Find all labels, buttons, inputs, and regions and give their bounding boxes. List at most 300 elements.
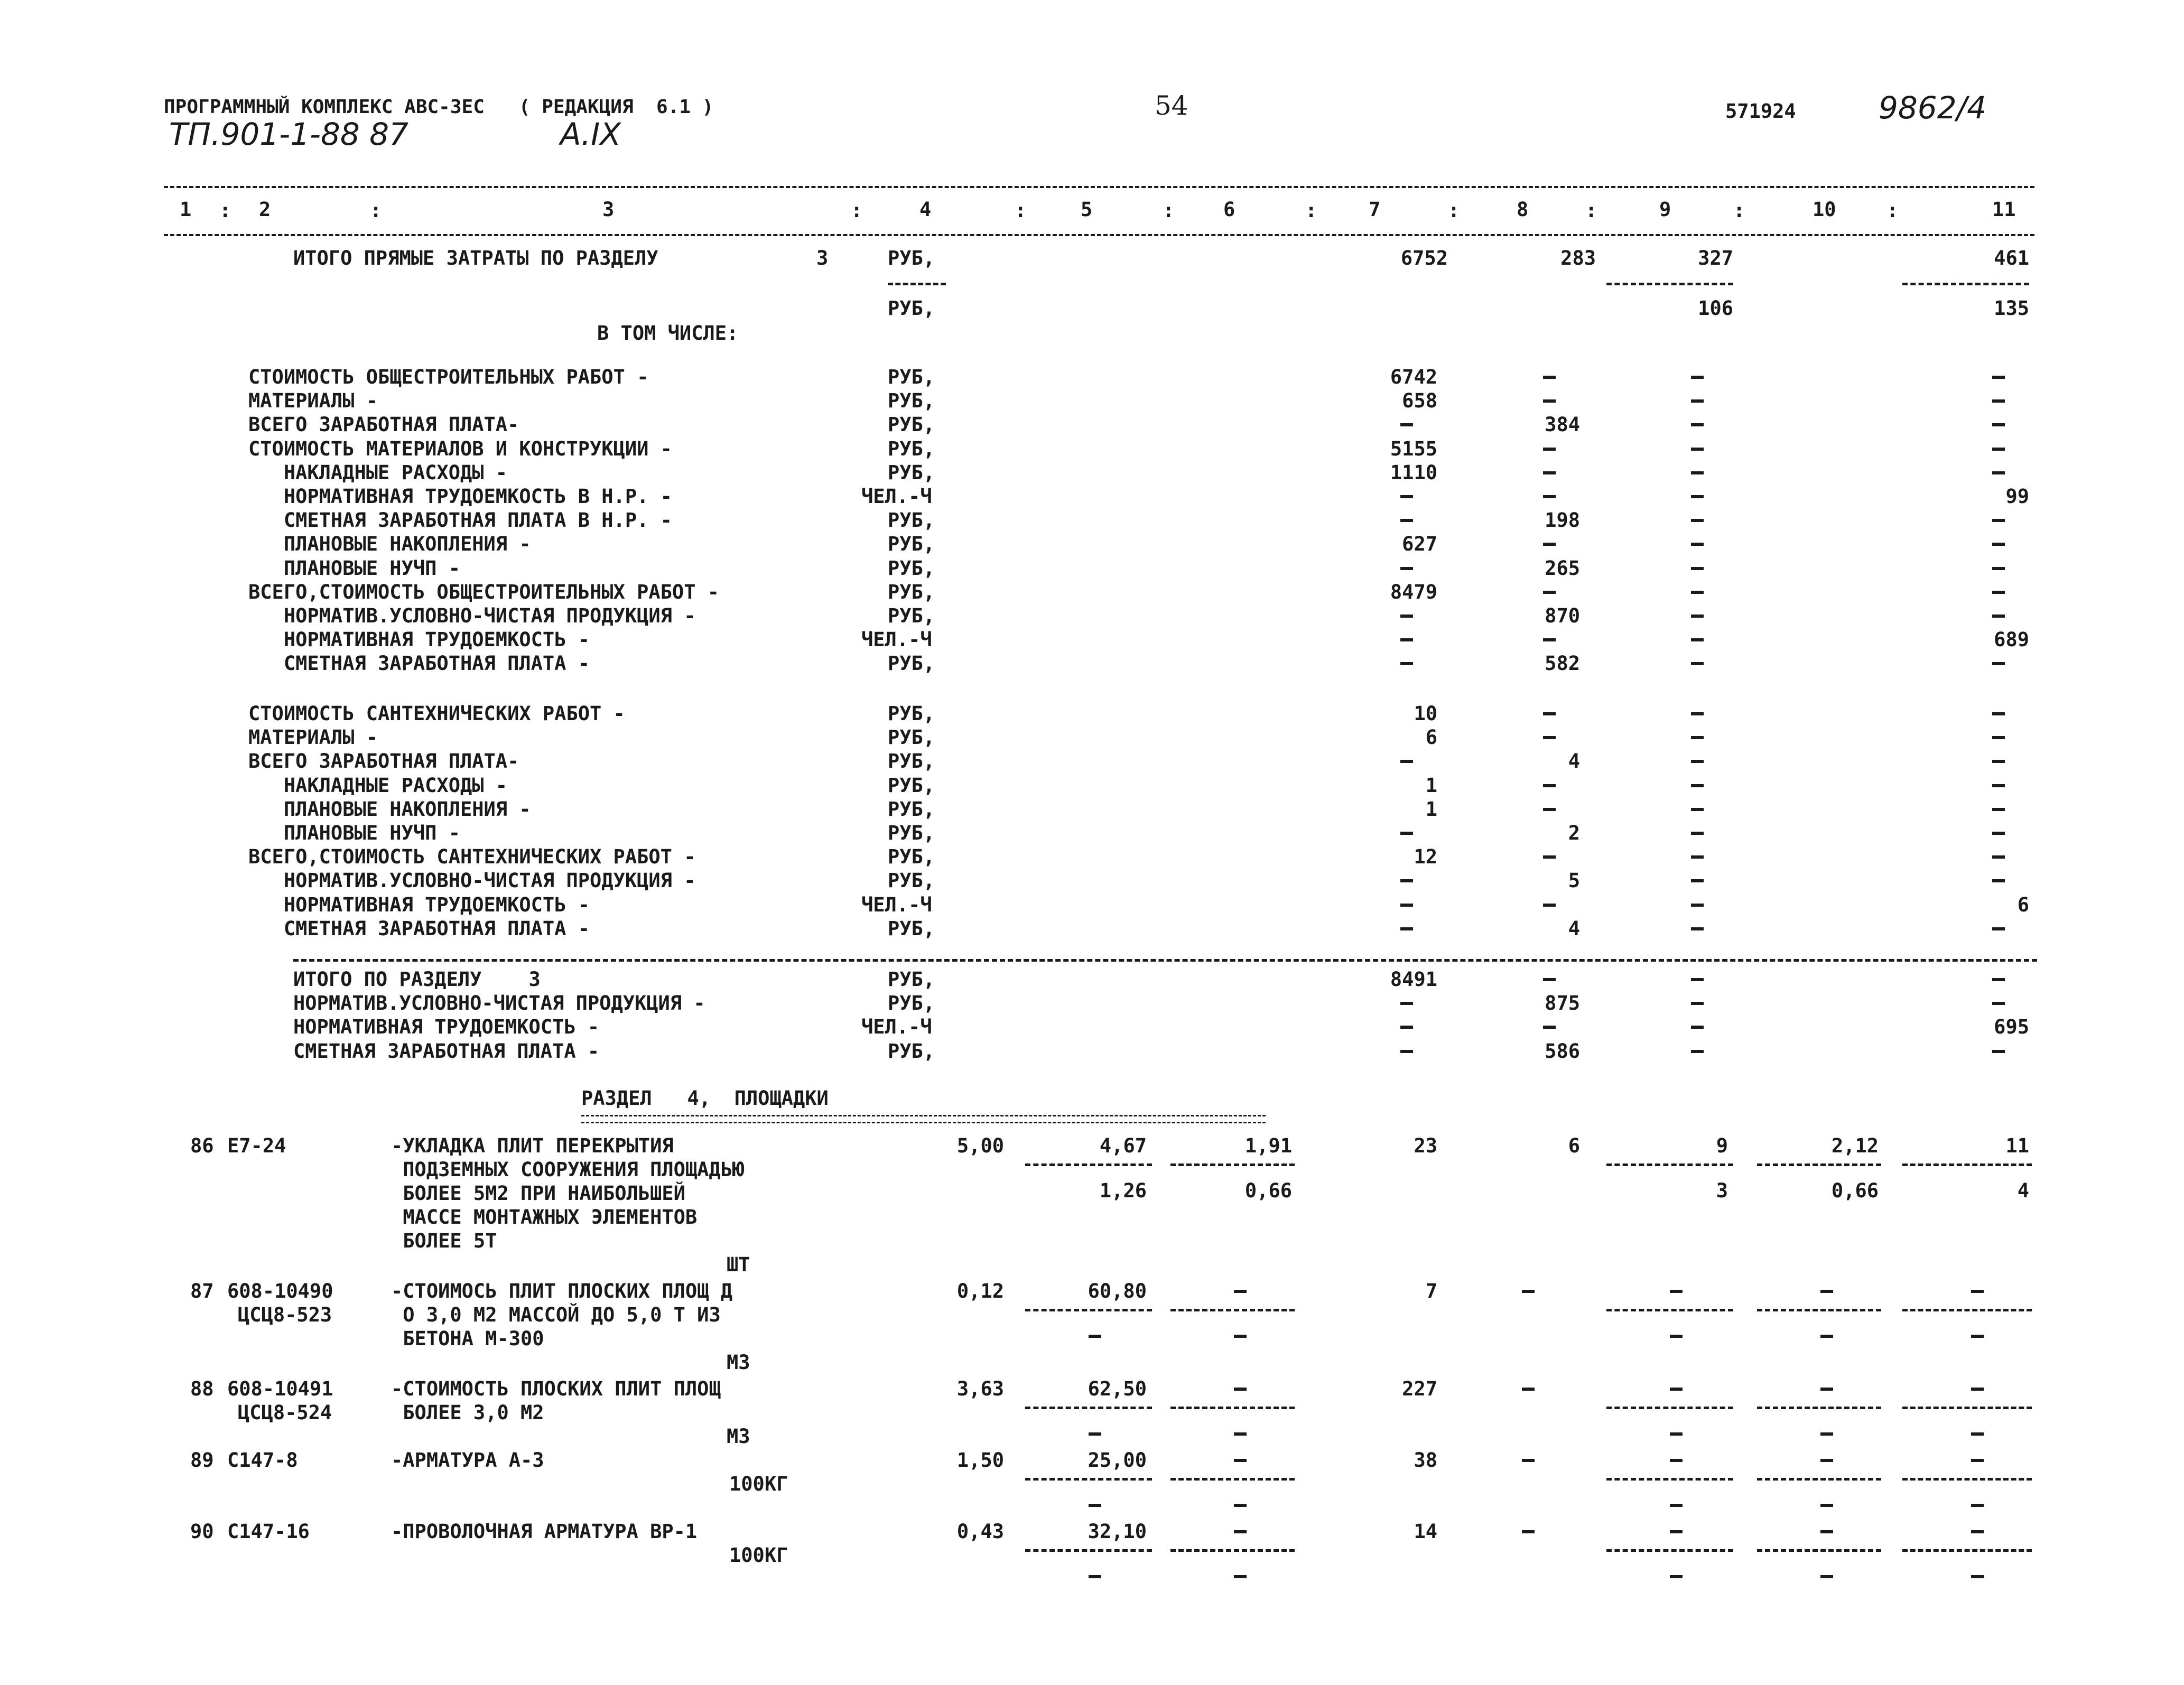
item-c6b-dash	[1234, 1575, 1247, 1578]
plumbing-row-unit: РУБ,	[888, 774, 935, 797]
general-row-c7: 1110	[1390, 461, 1437, 484]
column-header-5: 5	[1081, 198, 1093, 221]
item-c4: 0,43	[956, 1520, 1004, 1543]
item-c6b-dash	[1234, 1504, 1247, 1507]
section-total-row-label: ИТОГО ПО РАЗДЕЛУ 3	[293, 968, 541, 991]
item-code: Е7-24	[227, 1134, 286, 1157]
general-row-unit: ЧЕЛ.-Ч	[861, 628, 932, 651]
plumbing-row-c11-dash	[1992, 808, 2005, 811]
item-code-secondary: ЦСЦ8-523	[238, 1304, 332, 1326]
item-number: 87	[190, 1280, 214, 1302]
plumbing-row-c9-dash	[1691, 712, 1704, 715]
plumbing-row-unit: РУБ,	[888, 726, 935, 749]
total-c11-second: 135	[1994, 297, 2029, 320]
section-total-row-c11-dash	[1992, 1002, 2005, 1005]
general-row-c9-dash	[1691, 519, 1704, 522]
item-c11b-dash	[1971, 1335, 1984, 1338]
in-that-number-heading: В ТОМ ЧИСЛЕ:	[597, 322, 739, 345]
plumbing-row-unit: РУБ,	[888, 869, 935, 892]
general-row-c7: 6742	[1390, 366, 1437, 388]
general-row-c8: 582	[1545, 652, 1580, 675]
column-header-1: 1	[180, 198, 192, 221]
general-row-c9-dash	[1691, 471, 1704, 474]
column-header-11: 11	[1992, 198, 2016, 221]
column-separator: :	[370, 199, 382, 222]
general-row-label: СМЕТНАЯ ЗАРАБОТНАЯ ПЛАТА В Н.Р. -	[248, 509, 672, 532]
total-c11-rule	[1902, 283, 2029, 285]
item-code: 608-10490	[227, 1280, 333, 1302]
item-c7: 227	[1402, 1377, 1437, 1400]
item-c5b-dash	[1089, 1335, 1101, 1338]
column-separator: :	[1886, 199, 1899, 222]
plumbing-row-c11: 6	[2017, 893, 2029, 916]
item-number: 90	[190, 1520, 214, 1543]
general-row-c11-dash	[1992, 471, 2005, 474]
item-c11-rule	[1902, 1478, 2032, 1481]
item-c7: 38	[1414, 1449, 1437, 1472]
item-c9-rule	[1606, 1309, 1733, 1311]
general-row-label: ВСЕГО ЗАРАБОТНАЯ ПЛАТА-	[248, 413, 519, 436]
column-header-3: 3	[602, 198, 615, 221]
plumbing-row-c8: 2	[1568, 822, 1580, 844]
general-row-c7-dash	[1400, 638, 1413, 641]
plumbing-row-c8-dash	[1543, 808, 1556, 811]
plumbing-row-unit: ЧЕЛ.-Ч	[861, 893, 932, 916]
plumbing-row-unit: РУБ,	[888, 702, 935, 725]
item-c4: 0,12	[956, 1280, 1004, 1302]
item-c10-dash	[1820, 1459, 1833, 1462]
general-row-label: СТОИМОСТЬ ОБЩЕСТРОИТЕЛЬНЫХ РАБОТ -	[248, 366, 649, 388]
section-total-row-unit: РУБ,	[888, 992, 935, 1015]
item-c5-rule	[1025, 1163, 1152, 1166]
item-c9b-dash	[1670, 1432, 1683, 1436]
general-row-c11-dash	[1992, 448, 2005, 451]
general-row-c7-dash	[1400, 662, 1413, 665]
item-c4: 5,00	[956, 1134, 1004, 1157]
general-row-c9-dash	[1691, 423, 1704, 426]
general-row-c11-dash	[1992, 399, 2005, 403]
item-c11b: 4	[2017, 1179, 2029, 1202]
section-total-row-c7-dash	[1400, 1050, 1413, 1053]
plumbing-row-label: СМЕТНАЯ ЗАРАБОТНАЯ ПЛАТА -	[248, 917, 590, 940]
general-row-c8: 265	[1545, 556, 1580, 580]
item-c5: 4,67	[1099, 1134, 1147, 1157]
total-section-number: 3	[816, 247, 829, 269]
general-row-c7: 627	[1402, 533, 1437, 556]
general-row-c9-dash	[1691, 448, 1704, 451]
plumbing-row-c8-dash	[1543, 855, 1556, 859]
general-row-c11-dash	[1992, 591, 2005, 594]
plumbing-row-label: ВСЕГО,СТОИМОСТЬ САНТЕХНИЧЕСКИХ РАБОТ -	[248, 845, 696, 869]
plumbing-row-c11-dash	[1992, 855, 2005, 859]
item-c10-dash	[1820, 1290, 1833, 1293]
section-total-row-label: НОРМАТИВНАЯ ТРУДОЕМКОСТЬ -	[293, 1016, 600, 1039]
section-total-row-c9-dash	[1691, 1026, 1704, 1029]
item-c9-rule	[1606, 1549, 1733, 1552]
general-row-c7: 658	[1402, 389, 1437, 413]
plumbing-row-label: НАКЛАДНЫЕ РАСХОДЫ -	[248, 774, 508, 797]
general-row-c7-dash	[1400, 567, 1413, 570]
total-c9-second: 106	[1698, 297, 1733, 320]
item-c6-dash	[1234, 1530, 1247, 1533]
plumbing-row-c11-dash	[1992, 879, 2005, 882]
general-row-c8: 870	[1545, 604, 1580, 627]
item-c5-rule	[1025, 1478, 1152, 1481]
general-row-c9-dash	[1691, 567, 1704, 570]
column-separator: :	[1163, 199, 1175, 222]
plumbing-row-c8: 4	[1568, 917, 1580, 940]
section-4-title-underline	[581, 1115, 1266, 1123]
general-row-c9-dash	[1691, 495, 1704, 498]
general-row-c11-dash	[1992, 543, 2005, 546]
item-c11-dash	[1971, 1530, 1984, 1533]
general-row-c11-dash	[1992, 662, 2005, 665]
column-header-9: 9	[1659, 198, 1671, 221]
plumbing-row-unit: РУБ,	[888, 917, 935, 940]
plumbing-row-c11-dash	[1992, 736, 2005, 739]
plumbing-row-c11-dash	[1992, 784, 2005, 787]
item-c6b: 0,66	[1244, 1179, 1292, 1202]
section-total-row-label: НОРМАТИВ.УСЛОВНО-ЧИСТАЯ ПРОДУКЦИЯ -	[293, 992, 705, 1015]
plumbing-row-unit: РУБ,	[888, 797, 935, 821]
section-4-title: РАЗДЕЛ 4, ПЛОЩАДКИ	[581, 1087, 829, 1110]
general-row-c7: 5155	[1390, 437, 1437, 460]
item-c8-dash	[1522, 1530, 1535, 1533]
item-code: С147-8	[227, 1449, 298, 1472]
item-c5b-dash	[1089, 1504, 1101, 1507]
plumbing-row-c9-dash	[1691, 904, 1704, 907]
plumbing-row-c8-dash	[1543, 904, 1556, 907]
item-c6-rule	[1170, 1309, 1295, 1311]
item-c11-dash	[1971, 1290, 1984, 1293]
total-c11: 461	[1994, 247, 2029, 269]
plumbing-row-unit: РУБ,	[888, 845, 935, 869]
handwritten-album: А.IX	[560, 116, 621, 152]
item-c9b-dash	[1670, 1575, 1683, 1578]
plumbing-row-c9-dash	[1691, 736, 1704, 739]
item-c9-rule	[1606, 1163, 1733, 1166]
general-row-c8-dash	[1543, 448, 1556, 451]
item-c9b-dash	[1670, 1504, 1683, 1507]
program-header: ПРОГРАММНЫЙ КОМПЛЕКС АВС-ЗЕС ( РЕДАКЦИЯ 6.1 )	[164, 96, 714, 118]
column-header-7: 7	[1369, 198, 1381, 221]
general-row-c8-dash	[1543, 543, 1556, 546]
general-row-c8-dash	[1543, 638, 1556, 641]
plumbing-row-c7-dash	[1400, 760, 1413, 763]
item-c10-rule	[1757, 1163, 1881, 1166]
plumbing-row-c8-dash	[1543, 736, 1556, 739]
item-code-secondary: ЦСЦ8-524	[238, 1401, 332, 1424]
general-row-unit: РУБ,	[888, 461, 935, 484]
item-c6b-dash	[1234, 1432, 1247, 1436]
doc-code: 571924	[1725, 100, 1796, 123]
item-c10: 2,12	[1831, 1134, 1879, 1157]
general-row-c7-dash	[1400, 615, 1413, 618]
plumbing-row-c7-dash	[1400, 879, 1413, 882]
plumbing-row-c11-dash	[1992, 712, 2005, 715]
column-separator: :	[219, 199, 231, 222]
plumbing-row-c11-dash	[1992, 832, 2005, 835]
item-c9-rule	[1606, 1407, 1733, 1409]
plumbing-row-c7-dash	[1400, 832, 1413, 835]
section-total-row-label: СМЕТНАЯ ЗАРАБОТНАЯ ПЛАТА -	[293, 1039, 600, 1063]
general-row-label: ПЛАНОВЫЕ НУЧП -	[248, 556, 460, 580]
plumbing-row-c7-dash	[1400, 927, 1413, 930]
total-unit: РУБ,	[888, 247, 935, 269]
general-row-c8-dash	[1543, 591, 1556, 594]
page-number: 54	[1155, 90, 1188, 121]
general-row-unit: РУБ,	[888, 413, 935, 436]
section-total-row-c8-dash	[1543, 978, 1556, 981]
section-total-row-c9-dash	[1691, 978, 1704, 981]
item-c5-rule	[1025, 1549, 1152, 1552]
handwritten-project-number: ТП.901-1-88 87	[169, 116, 408, 152]
item-c6-rule	[1170, 1549, 1295, 1552]
section-total-row-unit: ЧЕЛ.-Ч	[861, 1016, 932, 1039]
item-c7: 7	[1425, 1280, 1437, 1302]
item-code: 608-10491	[227, 1377, 333, 1400]
item-c6-dash	[1234, 1290, 1247, 1293]
section-total-row-c11-dash	[1992, 1050, 2005, 1053]
total-unit-rule	[888, 283, 946, 285]
item-c11-dash	[1971, 1459, 1984, 1462]
column-separator: :	[1733, 199, 1745, 222]
total-c8: 283	[1560, 247, 1596, 269]
section-total-row-c8-dash	[1543, 1026, 1556, 1029]
item-c8: 6	[1568, 1134, 1580, 1157]
general-row-c8-dash	[1543, 399, 1556, 403]
item-c5-rule	[1025, 1407, 1152, 1409]
item-c7: 14	[1414, 1520, 1437, 1543]
plumbing-row-c8: 4	[1568, 750, 1580, 773]
item-c4: 3,63	[956, 1377, 1004, 1400]
item-c10b-dash	[1820, 1504, 1833, 1507]
total-unit-second: РУБ,	[888, 297, 935, 320]
general-row-c7-dash	[1400, 519, 1413, 522]
general-row-c9-dash	[1691, 662, 1704, 665]
item-description-line: -СТОИМОСЬ ПЛИТ ПЛОСКИХ ПЛОЩ Д	[391, 1280, 733, 1302]
plumbing-row-label: НОРМАТИВ.УСЛОВНО-ЧИСТАЯ ПРОДУКЦИЯ -	[248, 869, 696, 892]
general-row-c9-dash	[1691, 376, 1704, 379]
item-number: 86	[190, 1134, 214, 1157]
general-row-label: НОРМАТИВНАЯ ТРУДОЕМКОСТЬ В Н.Р. -	[248, 485, 672, 508]
item-description-line: -УКЛАДКА ПЛИТ ПЕРЕКРЫТИЯ	[391, 1134, 674, 1157]
item-c6: 1,91	[1244, 1134, 1292, 1157]
section-total-row-c7-dash	[1400, 1002, 1413, 1005]
item-description-line: БЕТОНА М-300	[391, 1327, 544, 1350]
item-c11-dash	[1971, 1388, 1984, 1391]
item-description-line: -СТОИМОСТЬ ПЛОСКИХ ПЛИТ ПЛОЩ	[391, 1377, 721, 1400]
plumbing-row-label: ПЛАНОВЫЕ НАКОПЛЕНИЯ -	[248, 797, 531, 821]
item-c11-rule	[1902, 1309, 2032, 1311]
general-row-c8-dash	[1543, 471, 1556, 474]
item-c11b-dash	[1971, 1575, 1984, 1578]
item-c9b: 3	[1716, 1179, 1728, 1202]
plumbing-row-label: НОРМАТИВНАЯ ТРУДОЕМКОСТЬ -	[248, 893, 590, 916]
plumbing-row-c7: 10	[1414, 702, 1437, 725]
plumbing-row-c9-dash	[1691, 879, 1704, 882]
item-c11-rule	[1902, 1163, 2032, 1166]
plumbing-row-c7: 12	[1414, 845, 1437, 869]
general-row-unit: РУБ,	[888, 389, 935, 413]
plumbing-row-label: СТОИМОСТЬ САНТЕХНИЧЕСКИХ РАБОТ -	[248, 702, 625, 725]
item-c9-dash	[1670, 1290, 1683, 1293]
item-c4: 1,50	[956, 1449, 1004, 1472]
general-row-c8-dash	[1543, 495, 1556, 498]
section-total-row-unit: РУБ,	[888, 968, 935, 991]
item-description-line: -ПРОВОЛОЧНАЯ АРМАТУРА ВР-1	[391, 1520, 698, 1543]
general-row-c11-dash	[1992, 519, 2005, 522]
general-row-label: НОРМАТИВ.УСЛОВНО-ЧИСТАЯ ПРОДУКЦИЯ -	[248, 604, 696, 627]
item-c5: 32,10	[1088, 1520, 1147, 1543]
item-description-line: БОЛЕЕ 3,0 М2	[391, 1401, 544, 1424]
section-total-row-c7: 8491	[1390, 968, 1437, 991]
general-row-c11: 689	[1994, 628, 2029, 651]
general-row-c11: 99	[2005, 485, 2029, 508]
general-row-label: ВСЕГО,СТОИМОСТЬ ОБЩЕСТРОИТЕЛЬНЫХ РАБОТ -	[248, 580, 720, 603]
item-description-line: БОЛЕЕ 5М2 ПРИ НАИБОЛЬШЕЙ	[391, 1182, 685, 1205]
item-c5b-dash	[1089, 1432, 1101, 1436]
item-c8-dash	[1522, 1388, 1535, 1391]
general-row-unit: РУБ,	[888, 509, 935, 532]
total-c9: 327	[1698, 247, 1733, 269]
plumbing-row-c7: 6	[1425, 726, 1437, 749]
item-c6-rule	[1170, 1163, 1295, 1166]
item-c6b-dash	[1234, 1335, 1247, 1338]
item-c10-dash	[1820, 1388, 1833, 1391]
plumbing-row-c7-dash	[1400, 904, 1413, 907]
general-row-c11-dash	[1992, 376, 2005, 379]
item-c9-dash	[1670, 1388, 1683, 1391]
item-c6-rule	[1170, 1407, 1295, 1409]
item-description-line: БОЛЕЕ 5Т	[391, 1230, 497, 1252]
item-unit: 100КГ	[729, 1473, 788, 1495]
general-row-label: НОРМАТИВНАЯ ТРУДОЕМКОСТЬ -	[248, 628, 590, 651]
plumbing-row-label: МАТЕРИАЛЫ -	[248, 726, 378, 749]
item-unit: ШТ	[727, 1253, 750, 1276]
general-row-unit: РУБ,	[888, 580, 935, 603]
general-row-unit: РУБ,	[888, 604, 935, 627]
plumbing-row-label: ВСЕГО ЗАРАБОТНАЯ ПЛАТА-	[248, 750, 519, 773]
item-number: 88	[190, 1377, 214, 1400]
item-c8-dash	[1522, 1290, 1535, 1293]
item-unit: 100КГ	[729, 1544, 788, 1567]
general-row-label: СМЕТНАЯ ЗАРАБОТНАЯ ПЛАТА -	[248, 652, 590, 675]
item-c6-dash	[1234, 1388, 1247, 1391]
item-c11-rule	[1902, 1407, 2032, 1409]
plumbing-row-c11-dash	[1992, 927, 2005, 930]
item-c10-dash	[1820, 1530, 1833, 1533]
item-c5-rule	[1025, 1309, 1152, 1311]
item-c6-rule	[1170, 1478, 1295, 1481]
handwritten-reference: 9862/4	[1879, 90, 1987, 126]
total-direct-costs-label: ИТОГО ПРЯМЫЕ ЗАТРАТЫ ПО РАЗДЕЛУ	[293, 247, 658, 269]
item-c6-dash	[1234, 1459, 1247, 1462]
item-c9b-dash	[1670, 1335, 1683, 1338]
general-row-c7-dash	[1400, 423, 1413, 426]
item-c7: 23	[1414, 1134, 1437, 1157]
plumbing-row-c9-dash	[1691, 927, 1704, 930]
section-total-row-c7-dash	[1400, 1026, 1413, 1029]
section-total-row-c8: 586	[1545, 1039, 1580, 1063]
plumbing-row-label: ПЛАНОВЫЕ НУЧП -	[248, 822, 460, 844]
item-c10b-dash	[1820, 1575, 1833, 1578]
column-separator: :	[1585, 199, 1597, 222]
item-c10-rule	[1757, 1309, 1881, 1311]
item-c5b-dash	[1089, 1575, 1101, 1578]
plumbing-row-c9-dash	[1691, 832, 1704, 835]
plumbing-row-c7: 1	[1425, 797, 1437, 821]
column-header-2: 2	[259, 198, 271, 221]
plumbing-row-c8-dash	[1543, 784, 1556, 787]
header-top-rule	[164, 186, 2034, 188]
item-description-line: -АРМАТУРА А-3	[391, 1449, 544, 1472]
general-row-c9-dash	[1691, 615, 1704, 618]
general-row-c9-dash	[1691, 399, 1704, 403]
item-c5: 62,50	[1088, 1377, 1147, 1400]
item-unit: М3	[727, 1351, 750, 1374]
column-separator: :	[1015, 199, 1027, 222]
section-total-row-unit: РУБ,	[888, 1039, 935, 1063]
plumbing-row-c8: 5	[1568, 869, 1580, 892]
total-c9-rule	[1606, 283, 1733, 285]
item-description-line: ПОДЗЕМНЫХ СООРУЖЕНИЯ ПЛОЩАДЬЮ	[391, 1158, 745, 1181]
item-description-line: МАССЕ МОНТАЖНЫХ ЭЛЕМЕНТОВ	[391, 1206, 698, 1228]
item-c5: 25,00	[1088, 1449, 1147, 1472]
column-header-4: 4	[919, 198, 932, 221]
general-row-c9-dash	[1691, 591, 1704, 594]
plumbing-row-c9-dash	[1691, 808, 1704, 811]
item-c10b-dash	[1820, 1432, 1833, 1436]
plumbing-row-c11-dash	[1992, 760, 2005, 763]
general-row-c9-dash	[1691, 638, 1704, 641]
item-c9-rule	[1606, 1478, 1733, 1481]
general-row-unit: РУБ,	[888, 366, 935, 388]
plumbing-row-c8-dash	[1543, 712, 1556, 715]
plumbing-row-unit: РУБ,	[888, 750, 935, 773]
column-header-10: 10	[1813, 198, 1836, 221]
item-c5b: 1,26	[1099, 1179, 1147, 1202]
general-row-label: ПЛАНОВЫЕ НАКОПЛЕНИЯ -	[248, 533, 531, 556]
general-row-label: МАТЕРИАЛЫ -	[248, 389, 378, 413]
item-unit: М3	[727, 1425, 750, 1448]
general-row-c8: 384	[1545, 413, 1580, 436]
plumbing-row-c9-dash	[1691, 855, 1704, 859]
item-c9-dash	[1670, 1459, 1683, 1462]
item-code: С147-16	[227, 1520, 310, 1543]
plumbing-row-c9-dash	[1691, 784, 1704, 787]
item-c11b-dash	[1971, 1432, 1984, 1436]
column-header-8: 8	[1517, 198, 1529, 221]
general-row-label: НАКЛАДНЫЕ РАСХОДЫ -	[248, 461, 508, 484]
item-c10b: 0,66	[1831, 1179, 1879, 1202]
item-c9-dash	[1670, 1530, 1683, 1533]
item-description-line: О 3,0 М2 МАССОЙ ДО 5,0 Т ИЗ	[391, 1304, 721, 1326]
general-row-label: СТОИМОСТЬ МАТЕРИАЛОВ И КОНСТРУКЦИИ -	[248, 437, 672, 460]
general-row-unit: РУБ,	[888, 652, 935, 675]
total-c7: 6752	[1400, 247, 1448, 269]
section-total-row-c9-dash	[1691, 1050, 1704, 1053]
item-c11b-dash	[1971, 1504, 1984, 1507]
plumbing-row-unit: РУБ,	[888, 822, 935, 844]
general-row-c7-dash	[1400, 495, 1413, 498]
column-separator: :	[851, 199, 863, 222]
general-row-c8-dash	[1543, 376, 1556, 379]
general-row-c11-dash	[1992, 423, 2005, 426]
item-c8-dash	[1522, 1459, 1535, 1462]
general-row-unit: РУБ,	[888, 556, 935, 580]
item-c10-rule	[1757, 1478, 1881, 1481]
